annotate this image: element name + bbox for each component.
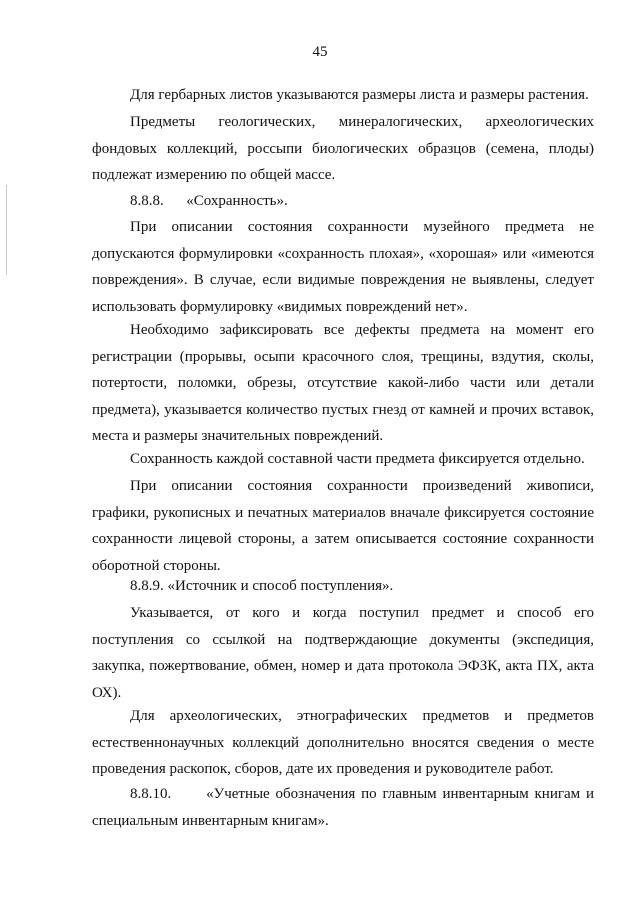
- text-line: Для гербарных листов указываются размеры листа и размеры растения.: [130, 87, 589, 103]
- text-line: предмета), указывается количество пустых гнезд от камней и прочих вставок,: [92, 401, 594, 418]
- paragraph-paintings-graphics: [92, 473, 594, 579]
- text-line: поступления со ссылкой на подтверждающие документы (экспедиция,: [92, 631, 594, 648]
- scan-edge-mark: [6, 185, 7, 275]
- paragraph-defects: [92, 317, 594, 450]
- text-line: 8.8.10. «Учетные обозначения по главным инвентарным книгам и: [130, 786, 594, 802]
- section-heading-8-8-8: [92, 188, 594, 215]
- paragraph-component-parts: [92, 446, 594, 473]
- text-line: специальным инвентарным книгам».: [92, 812, 329, 829]
- text-line: естественнонаучных коллекций дополнительно вносятся сведения о месте: [92, 734, 594, 751]
- text-line: Необходимо зафиксировать все дефекты предмета на момент его: [130, 322, 594, 338]
- paragraph-source-acquisition: [92, 600, 594, 706]
- text-line: проведения раскопок, сборов, дате их проведения и руководителе работ.: [92, 761, 554, 777]
- paragraph-geological-collections: [92, 109, 594, 189]
- text-line: Предметы геологических, минералогических, археологических: [130, 114, 594, 130]
- section-heading-8-8-10: [92, 781, 594, 834]
- text-line: повреждения». В случае, если видимые повреждения не выявлены, следует: [92, 272, 594, 288]
- text-line: допускаются формулировки «сохранность плохая», «хорошая» или «имеются: [92, 245, 594, 262]
- paragraph-condition-wording: [92, 214, 594, 320]
- text-line: места и размеры значительных повреждений.: [92, 428, 384, 444]
- text-line: фондовых коллекций, россыпи биологических образцов (семена, плоды): [92, 140, 594, 157]
- text-line: сохранности лицевой стороны, а затем описывается состояние сохранности: [92, 531, 594, 547]
- text-line: потертости, поломки, обрезы, отсутствие какой-либо части или детали: [92, 375, 594, 391]
- text-line: Для археологических, этнографических предметов и предметов: [130, 708, 594, 724]
- section-heading-8-8-9: [92, 573, 594, 600]
- text-line: графики, рукописных и печатных материалов вначале фиксируется состояние: [92, 504, 594, 521]
- section-title: 8.8.9. «Источник и способ поступления».: [130, 578, 394, 594]
- text-line: использовать формулировку «видимых повреждений нет».: [92, 298, 468, 315]
- text-line: подлежат измерению по общей массе.: [92, 167, 336, 183]
- page-number: 45: [312, 44, 328, 60]
- text-line: ОХ).: [92, 684, 122, 701]
- text-line: Указывается, от кого и когда поступил предмет и способ его: [130, 605, 594, 621]
- text-line: регистрации (прорывы, осыпи красочного слоя, трещины, вздутия, сколы,: [92, 348, 594, 365]
- text-line: оборотной стороны.: [92, 557, 221, 574]
- paragraph-herbarium: [92, 82, 594, 109]
- text-line: закупка, пожертвование, обмен, номер и дата протокола ЭФЗК, акта ПХ, акта: [92, 658, 594, 674]
- paragraph-archaeological: [92, 703, 594, 783]
- section-title: 8.8.8. «Сохранность».: [130, 193, 288, 209]
- text-line: При описании состояния сохранности произведений живописи,: [130, 478, 594, 494]
- text-line: При описании состояния сохранности музейного предмета не: [130, 219, 594, 235]
- text-line: Сохранность каждой составной части предмета фиксируется отдельно.: [130, 451, 585, 467]
